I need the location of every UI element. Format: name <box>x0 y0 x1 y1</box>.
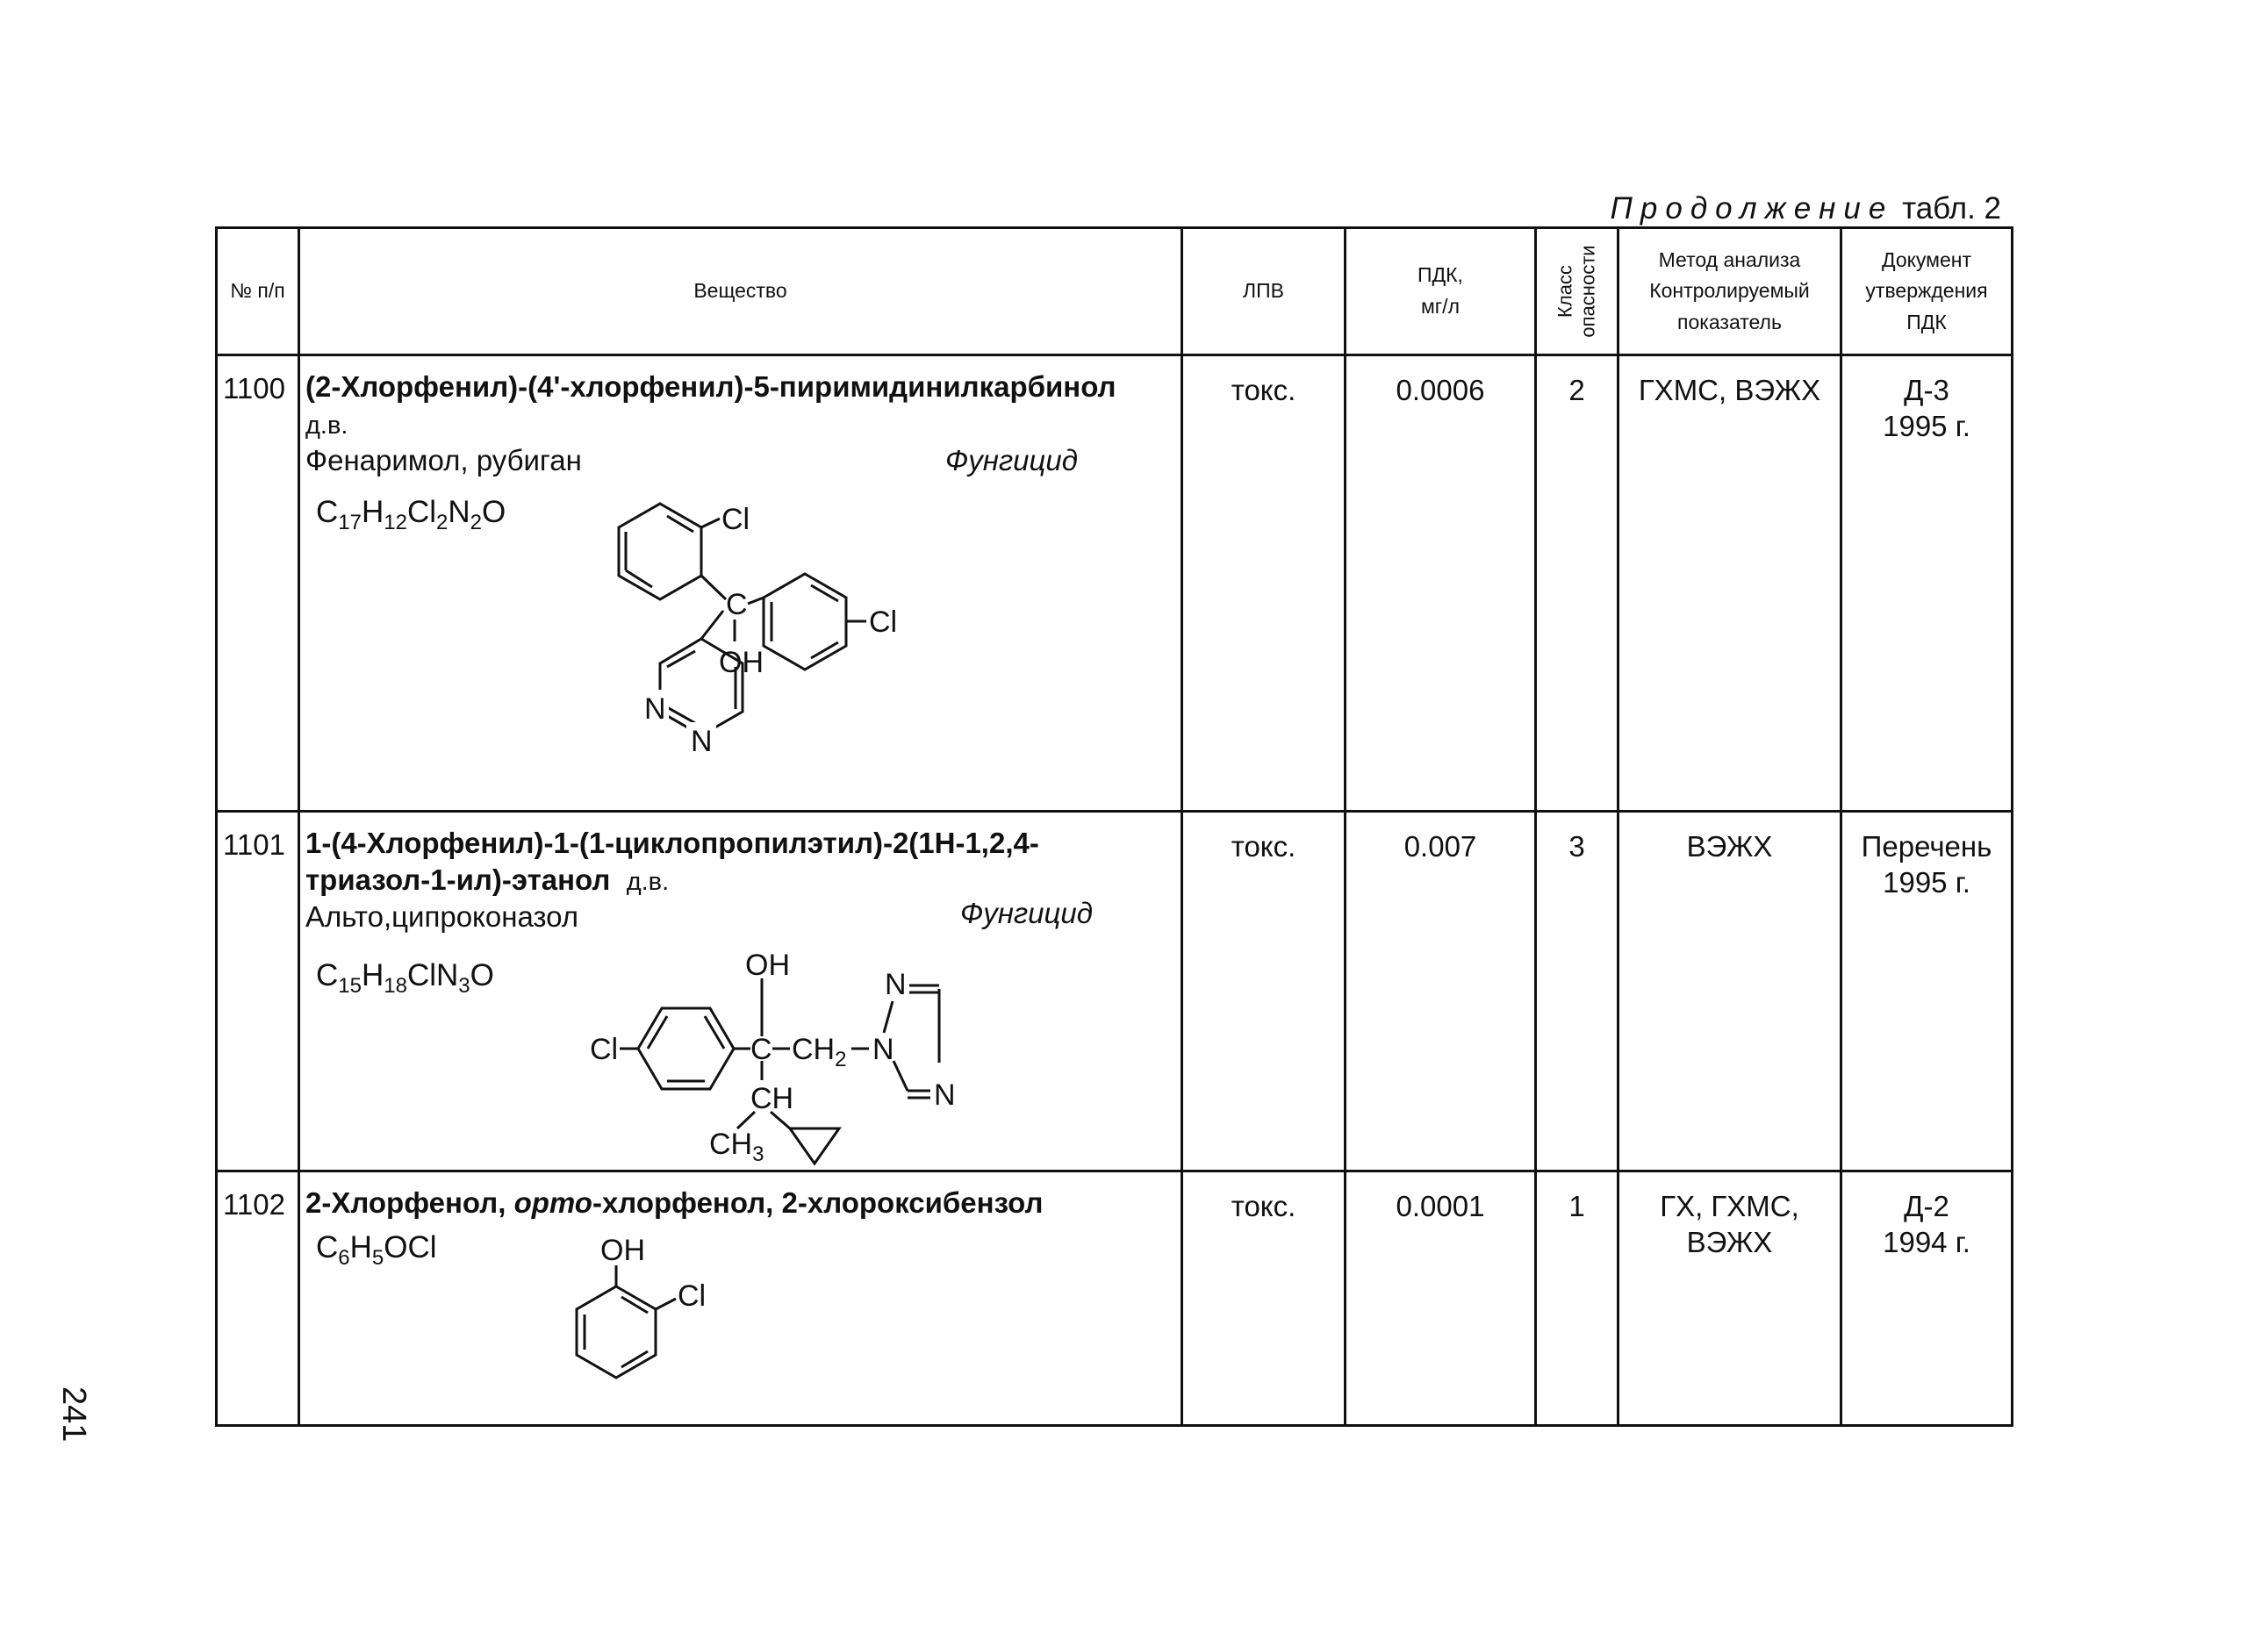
svg-text:OH: OH <box>600 1234 645 1267</box>
document-cell: Д-2 1994 г. <box>1841 1171 2013 1426</box>
svg-text:Cl: Cl <box>721 503 750 536</box>
document-cell: Д-3 1995 г. <box>1841 355 2013 812</box>
purpose: Фунгицид <box>945 444 1078 476</box>
header-pdk: ПДК, мг/л <box>1346 228 1536 355</box>
lpv-cell: токс. <box>1182 812 1346 1171</box>
row-number: 1101 <box>217 812 299 1171</box>
header-num: № п/п <box>217 228 299 355</box>
hazard-class-cell: 3 <box>1536 812 1618 1171</box>
synonyms: Фенаримол, рубиган <box>305 444 582 477</box>
method-cell: ГХМС, ВЭЖХ <box>1618 355 1841 812</box>
lpv-cell: токс. <box>1182 1171 1346 1426</box>
substance-name: (2-Хлорфенил)-(4'-хлорфенил)-5-пиримидинилкарбинол д.в. <box>305 370 1116 441</box>
svg-text:Cl: Cl <box>590 1033 619 1066</box>
table-row <box>217 1171 2013 1426</box>
substance-name: 1-(4-Хлорфенил)-1-(1-циклопропилэтил)-2(1H-1,2,4- триазол-1-ил)-этанол д.в. <box>305 827 1039 897</box>
table-caption: Продолжение табл. 2 <box>1610 191 2001 226</box>
header-lpv: ЛПВ <box>1182 228 1346 355</box>
svg-text:CH3: $CH_3$ <box>709 1128 764 1166</box>
page-number: 241 <box>55 1386 92 1443</box>
hazard-class-cell: 1 <box>1536 1171 1618 1426</box>
svg-text:OH: OH <box>719 646 764 679</box>
row-number: 1102 <box>217 1171 299 1426</box>
svg-text:C: C <box>750 1033 772 1066</box>
lpv-cell: токс. <box>1182 355 1346 812</box>
svg-text:CH2: $CH_2$ <box>792 1033 847 1071</box>
svg-text:N: N <box>691 725 713 758</box>
table-row <box>217 812 2013 1171</box>
hazard-class-cell: 2 <box>1536 355 1618 812</box>
molecular-formula: $C_{15}H_{18}ClN_3O$ <box>316 958 494 998</box>
molecular-formula: $C_{17}H_{12}Cl_2N_2O$ <box>316 495 506 534</box>
svg-text:N: N <box>872 1033 894 1066</box>
chlorophenol-structure <box>555 1234 783 1409</box>
pdk-cell: 0.007 <box>1346 812 1536 1171</box>
header-substance: Вещество <box>299 228 1182 355</box>
svg-text:N: N <box>934 1078 956 1112</box>
fenarimol-structure <box>563 497 967 799</box>
svg-text:CH: CH <box>750 1082 794 1115</box>
pdk-cell: 0.0006 <box>1346 355 1536 812</box>
svg-text:N: N <box>644 692 666 726</box>
substances-table <box>215 226 2013 1427</box>
svg-text:Cl: Cl <box>678 1279 707 1313</box>
header-document: Документ утверждения ПДК <box>1841 228 2013 355</box>
document-cell: Перечень 1995 г. <box>1841 812 2013 1171</box>
substance-name: 2-Хлорфенол, орто-хлорфенол, 2-хлороксибензол <box>305 1186 1044 1219</box>
header-method: Метод анализа Контролируемый показатель <box>1618 228 1841 355</box>
synonyms: Альто,ципроконазол <box>305 900 579 934</box>
substance-cell <box>299 812 1182 1171</box>
header-hazard-class: Класс опасности <box>1536 228 1618 355</box>
table-row <box>217 355 2013 812</box>
molecular-formula: $C_6H_5OCl$ <box>316 1230 437 1270</box>
cyproconazole-structure <box>590 949 1046 1168</box>
svg-text:N: N <box>885 968 907 1001</box>
substance-cell <box>299 1171 1182 1426</box>
substance-cell <box>299 355 1182 812</box>
method-cell: ВЭЖХ <box>1618 812 1841 1171</box>
row-number: 1100 <box>217 355 299 812</box>
purpose: Фунгицид <box>960 897 1093 929</box>
pdk-cell: 0.0001 <box>1346 1171 1536 1426</box>
svg-text:C: C <box>726 588 748 621</box>
table-header <box>217 228 2013 355</box>
svg-text:Cl: Cl <box>869 605 898 639</box>
method-cell: ГХ, ГХМС, ВЭЖХ <box>1618 1171 1841 1426</box>
svg-text:OH: OH <box>745 949 790 982</box>
